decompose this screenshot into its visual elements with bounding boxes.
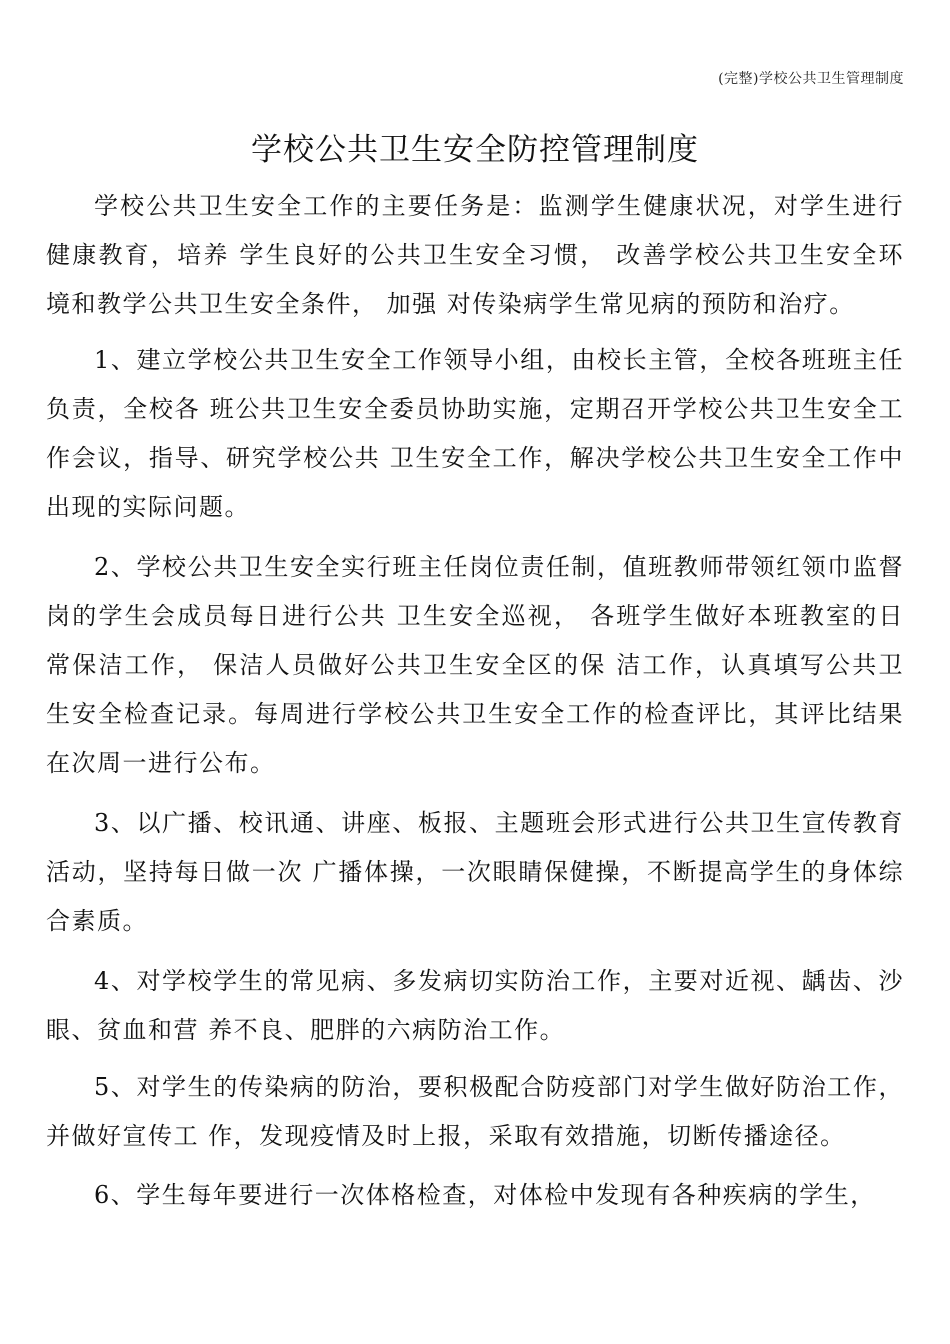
rule-2-paragraph: 2、学校公共卫生安全实行班主任岗位责任制，值班教师带领红领巾监督岗的学生会成员每日进行公共 卫生安全巡视， 各班学生做好本班教室的日常保洁工作， 保洁人员做好公共卫生安全区的保 洁工作，认真填写公共卫生安全检查记录。每周进行学校公共卫生安全工作的检查评比，其评比结果在次周一进行公布。 [46,553,904,777]
rule-4-paragraph: 4、对学校学生的常见病、多发病切实防治工作，主要对近视、龋齿、沙眼、贫血和营 养不良、肥胖的六病防治工作。 [46,967,904,1044]
intro-paragraph: 学校公共卫生安全工作的主要任务是：监测学生健康状况，对学生进行健康教育，培养 学生良好的公共卫生安全习惯， 改善学校公共卫生安全环境和教学公共卫生安全条件， 加强 对传染病学生常见病的预防和治疗。 [46,192,904,318]
document-title: 学校公共卫生安全防控管理制度 [251,132,699,168]
rule-5-paragraph: 5、对学生的传染病的防治，要积极配合防疫部门对学生做好防治工作，并做好宣传工 作，发现疫情及时上报，采取有效措施，切断传播途径。 [46,1073,904,1150]
document-body [46,182,904,1220]
rule-3-paragraph: 3、以广播、校讯通、讲座、板报、主题班会形式进行公共卫生宣传教育活动，坚持每日做一次 广播体操，一次眼睛保健操，不断提高学生的身体综合素质。 [46,809,904,935]
rule-6-paragraph: 6、学生每年要进行一次体格检查，对体检中发现有各种疾病的学生， [94,1181,876,1209]
rule-1-paragraph: 1、建立学校公共卫生安全工作领导小组，由校长主管，全校各班班主任负责，全校各 班公共卫生安全委员协助实施，定期召开学校公共卫生安全工作会议，指导、研究学校公共 卫生安全工作，解决学校公共卫生安全工作中出现的实际问题。 [46,346,904,521]
running-header: (完整)学校公共卫生管理制度 [718,71,904,87]
